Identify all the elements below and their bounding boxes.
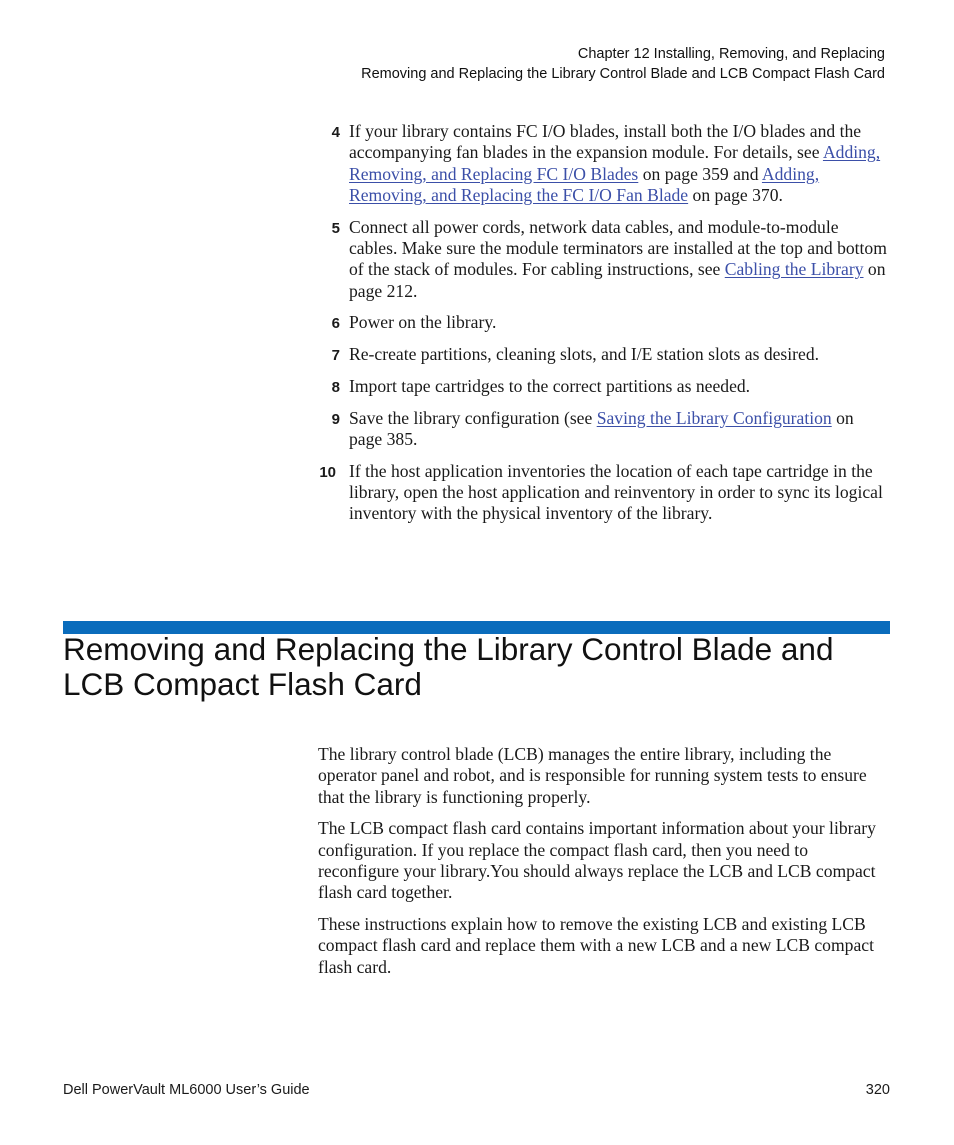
- step-9: [318, 408, 890, 451]
- step-5: [318, 217, 890, 302]
- link-saving-library-configuration[interactable]: Saving the Library Configuration: [596, 407, 832, 428]
- step-number: 5: [331, 219, 340, 237]
- paragraph: The LCB compact flash card contains important information about your library configuration. If you replace the compact flash card, then you need to reconfigure your library.You should always replace the LCB and LCB compact flash card together.: [318, 818, 876, 903]
- step-text: on page 359 and: [638, 163, 762, 184]
- step-text: Power on the library.: [349, 312, 497, 333]
- step-text: Save the library configuration (see: [349, 407, 597, 428]
- link-fc-io-fan-blade[interactable]: Adding, Removing, and Replacing the FC I/O Fan Blade: [349, 163, 820, 205]
- procedure-steps: [318, 121, 890, 535]
- step-text: If your library contains FC I/O blades, install both the I/O blades and the accompanying fan blades in the expansion module. For details, see: [349, 121, 862, 163]
- paragraph: These instructions explain how to remove the existing LCB and existing LCB compact flash card and replace them with a new LCB and a new LCB compact flash card.: [318, 914, 874, 977]
- page-number: 320: [865, 1082, 890, 1098]
- page-footer: [63, 1080, 890, 1100]
- section-body: [318, 744, 890, 988]
- step-text: on page 385.: [349, 407, 854, 450]
- section-title: Removing and Replacing the Library Control Blade and LCB Compact Flash Card: [361, 66, 885, 82]
- step-number: 10: [319, 463, 336, 481]
- step-number: 7: [331, 347, 340, 365]
- step-text: Re-create partitions, cleaning slots, and I/E station slots as desired.: [349, 344, 820, 365]
- step-4: [318, 121, 890, 206]
- step-text: on page 370.: [688, 184, 783, 205]
- step-6: [318, 312, 890, 333]
- running-header: [361, 44, 885, 84]
- step-text: Connect all power cords, network data cables, and module-to-module cables. Make sure the module terminators are installed at the top and bottom of the stack of modules. For cabling instructions, see: [349, 216, 887, 280]
- footer-doc-title: Dell PowerVault ML6000 User’s Guide: [63, 1082, 310, 1098]
- chapter-title: Chapter 12 Installing, Removing, and Replacing: [577, 46, 885, 62]
- link-cabling-the-library[interactable]: Cabling the Library: [724, 259, 864, 280]
- step-number: 9: [331, 410, 340, 428]
- section-heading: Removing and Replacing the Library Control Blade and LCB Compact Flash Card: [63, 631, 834, 702]
- link-fc-io-blades[interactable]: Adding, Removing, and Replacing FC I/O Blades: [349, 142, 881, 184]
- step-number: 4: [331, 124, 340, 141]
- paragraph: The library control blade (LCB) manages the entire library, including the operator panel and robot, and is responsible for running system tests to ensure that the library is functioning properly.: [318, 744, 867, 807]
- step-number: 8: [331, 378, 340, 396]
- step-text: Import tape cartridges to the correct partitions as needed.: [349, 375, 751, 396]
- step-10: [318, 461, 890, 525]
- step-7: [318, 344, 890, 365]
- step-number: 6: [331, 315, 340, 333]
- step-text: on page 212.: [349, 259, 886, 301]
- step-8: [318, 376, 890, 397]
- step-text: If the host application inventories the location of each tape cartridge in the library, open the host application and reinventory in order to sync its logical inventory with the physical inventory of the library.: [349, 460, 883, 524]
